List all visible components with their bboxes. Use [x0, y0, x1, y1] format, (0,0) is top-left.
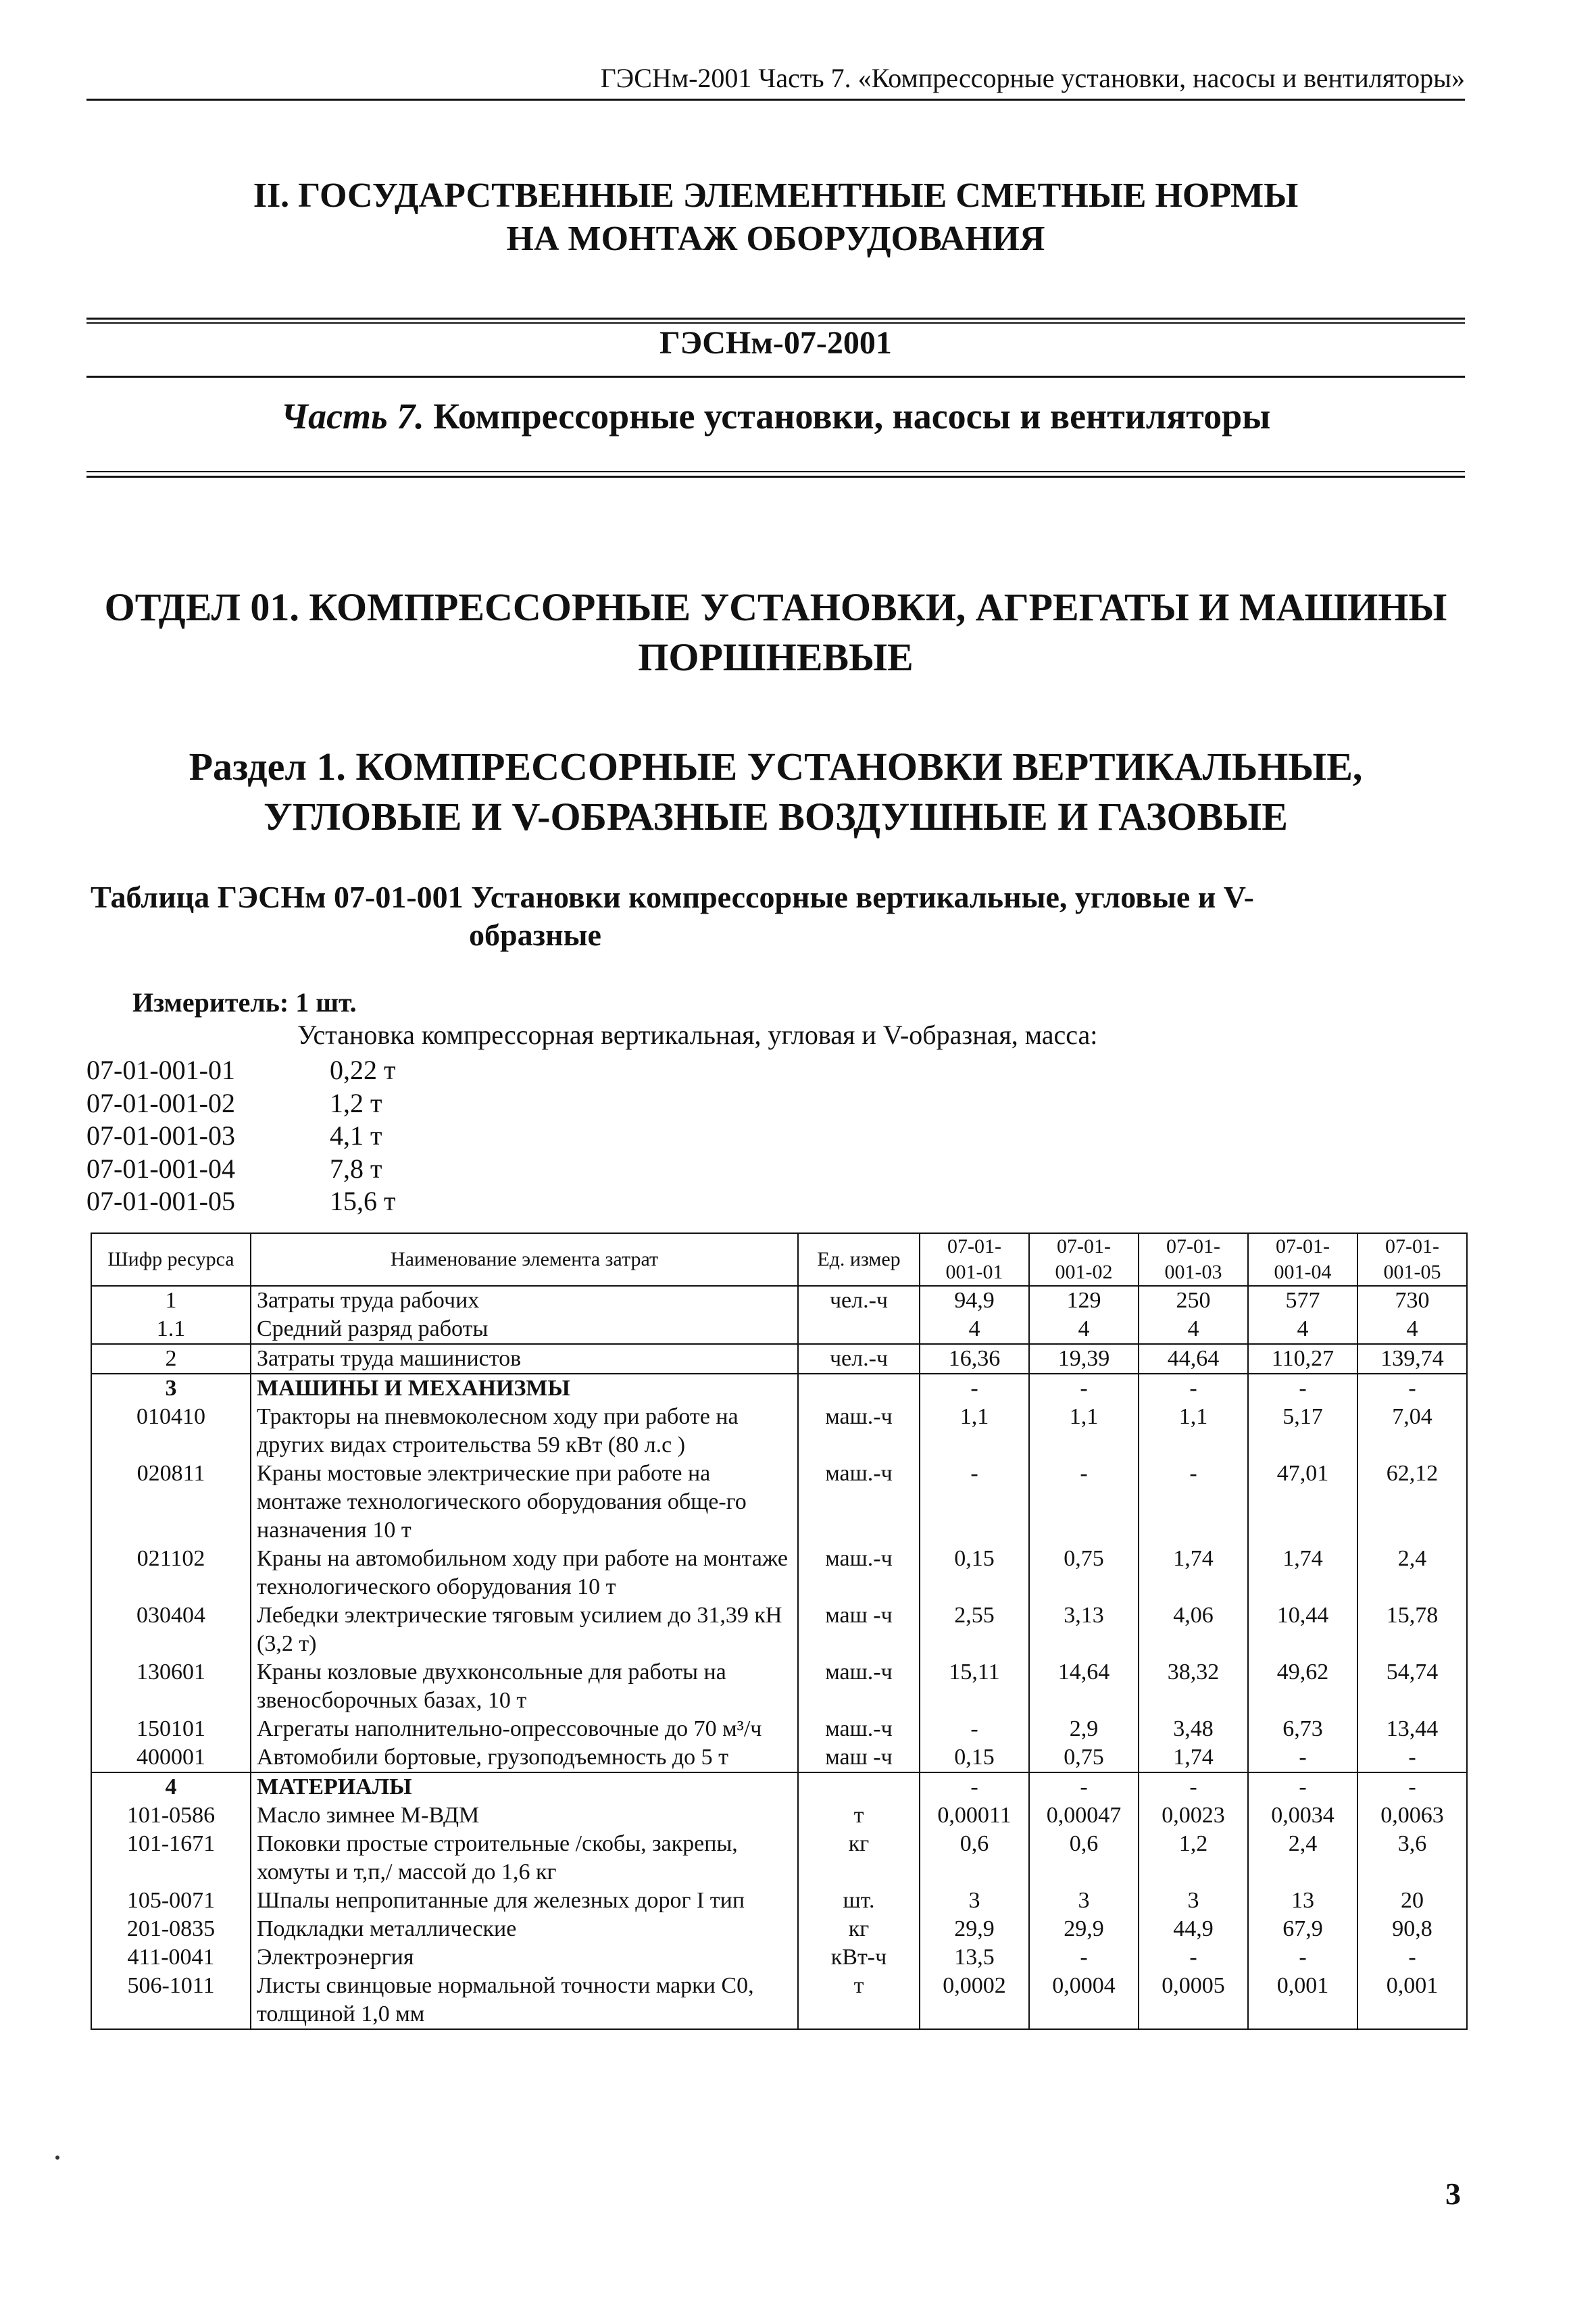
cell-value: 10,44 — [1248, 1601, 1357, 1658]
cell-unit: маш -ч — [798, 1743, 920, 1772]
cell-value: 62,12 — [1357, 1460, 1467, 1545]
cell-code: 020811 — [91, 1460, 251, 1545]
cell-value: 14,64 — [1029, 1658, 1139, 1715]
table-row — [91, 1403, 1467, 1460]
cell-name: Листы свинцовые нормальной точности марки С0, толщиной 1,0 мм — [251, 1972, 798, 2029]
cell-name: Подкладки металлические — [251, 1915, 798, 1943]
table-title — [91, 878, 1395, 954]
cell-value: - — [1029, 1943, 1139, 1972]
table-row — [91, 1743, 1467, 1772]
cell-name: Затраты труда рабочих — [251, 1286, 798, 1315]
table-title-line-2: образные — [469, 918, 601, 952]
cell-value: 0,75 — [1029, 1743, 1139, 1772]
norm-code-item — [86, 1087, 395, 1120]
cell-value: - — [1357, 1374, 1467, 1403]
page-number: 3 — [1445, 2176, 1461, 2211]
cell-value: 0,0063 — [1357, 1801, 1467, 1830]
main-title — [86, 174, 1465, 261]
cell-value: - — [1248, 1374, 1357, 1403]
cell-code: 150101 — [91, 1715, 251, 1743]
cell-unit: кВт-ч — [798, 1943, 920, 1972]
cell-value: 3,13 — [1029, 1601, 1139, 1658]
cell-value: 4 — [1029, 1315, 1139, 1344]
norm-code: 07-01-001-04 — [86, 1153, 235, 1184]
table-row — [91, 1344, 1467, 1374]
cell-unit: кг — [798, 1915, 920, 1943]
header-col-5: 07-01- 001-05 — [1357, 1233, 1467, 1286]
cell-value: 15,78 — [1357, 1601, 1467, 1658]
cell-unit: маш.-ч — [798, 1403, 920, 1460]
cell-value: 4 — [1248, 1315, 1357, 1344]
norm-code: 07-01-001-02 — [86, 1087, 235, 1118]
table-row — [91, 1286, 1467, 1315]
cell-value: 4 — [1139, 1315, 1248, 1344]
cell-value: 47,01 — [1248, 1460, 1357, 1545]
cell-code: 2 — [91, 1344, 251, 1374]
norm-mass: 0,22 т — [330, 1055, 396, 1085]
cell-value: 13,44 — [1357, 1715, 1467, 1743]
cell-name: Затраты труда машинистов — [251, 1344, 798, 1374]
cell-value: - — [1029, 1772, 1139, 1801]
table-row — [91, 1460, 1467, 1545]
cell-value: 1,74 — [1139, 1743, 1248, 1772]
cell-value: 38,32 — [1139, 1658, 1248, 1715]
cell-value: 2,4 — [1248, 1830, 1357, 1887]
cell-value: 250 — [1139, 1286, 1248, 1315]
cell-unit: чел.-ч — [798, 1344, 920, 1374]
cell-value: - — [1248, 1943, 1357, 1972]
cell-value: 4,06 — [1139, 1601, 1248, 1658]
norm-code-list — [86, 1054, 395, 1218]
cell-code: 3 — [91, 1374, 251, 1403]
cell-value: 0,75 — [1029, 1545, 1139, 1601]
header-col-4: 07-01- 001-04 — [1248, 1233, 1357, 1286]
cell-value: 577 — [1248, 1286, 1357, 1315]
cell-unit — [798, 1315, 920, 1344]
cell-value: - — [1357, 1943, 1467, 1972]
cell-code: 1 — [91, 1286, 251, 1315]
cell-unit — [798, 1772, 920, 1801]
table-title-line-1: Таблица ГЭСНм 07-01-001 Установки компрессорные вертикальные, угловые и V- — [91, 880, 1254, 914]
department-title — [86, 582, 1465, 682]
installation-description: Установка компрессорная вертикальная, угловая и V-образная, масса: — [297, 1020, 1098, 1050]
cell-value: - — [1248, 1772, 1357, 1801]
cell-name: МАШИНЫ И МЕХАНИЗМЫ — [251, 1374, 798, 1403]
cell-value: 3 — [1029, 1887, 1139, 1915]
cell-name: Агрегаты наполнительно-опрессовочные до 70 м³/ч — [251, 1715, 798, 1743]
code-title: ГЭСНм-07-2001 — [659, 325, 892, 361]
table-row — [91, 1943, 1467, 1972]
cell-value: - — [1029, 1374, 1139, 1403]
cell-value: 2,55 — [920, 1601, 1029, 1658]
norm-mass: 15,6 т — [330, 1186, 396, 1216]
cell-value: 5,17 — [1248, 1403, 1357, 1460]
cell-value: 44,9 — [1139, 1915, 1248, 1943]
norm-mass: 4,1 т — [330, 1120, 382, 1151]
cell-value: 0,0005 — [1139, 1972, 1248, 2029]
norm-code: 07-01-001-01 — [86, 1055, 235, 1085]
cell-value: 3,48 — [1139, 1715, 1248, 1743]
cell-value: 67,9 — [1248, 1915, 1357, 1943]
department-line-2: ПОРШНЕВЫЕ — [638, 635, 914, 679]
cell-code: 101-1671 — [91, 1830, 251, 1887]
norm-code: 07-01-001-05 — [86, 1186, 235, 1216]
running-header: ГЭСНм-2001 Часть 7. «Компрессорные установки, насосы и вентиляторы» — [600, 63, 1465, 93]
scan-speck — [55, 2156, 59, 2160]
cell-value: 129 — [1029, 1286, 1139, 1315]
cell-value: - — [920, 1374, 1029, 1403]
table-row — [91, 1801, 1467, 1830]
cell-value: 0,0002 — [920, 1972, 1029, 2029]
cell-value: 0,00047 — [1029, 1801, 1139, 1830]
cell-value: - — [1139, 1460, 1248, 1545]
header-col-1: 07-01- 001-01 — [920, 1233, 1029, 1286]
cell-code: 400001 — [91, 1743, 251, 1772]
cell-value: 7,04 — [1357, 1403, 1467, 1460]
measure-unit: Измеритель: 1 шт. — [132, 987, 357, 1018]
norm-code-item — [86, 1120, 395, 1153]
norm-code: 07-01-001-03 — [86, 1120, 235, 1151]
cell-code: 105-0071 — [91, 1887, 251, 1915]
cell-value: 1,74 — [1139, 1545, 1248, 1601]
header-rule — [86, 99, 1465, 101]
cell-code: 4 — [91, 1772, 251, 1801]
main-title-line-1: II. ГОСУДАРСТВЕННЫЕ ЭЛЕМЕНТНЫЕ СМЕТНЫЕ НОРМЫ — [253, 176, 1299, 215]
cell-value: 3 — [1139, 1887, 1248, 1915]
cell-unit: маш.-ч — [798, 1460, 920, 1545]
cell-code: 030404 — [91, 1601, 251, 1658]
cell-value: 0,6 — [920, 1830, 1029, 1887]
header-name: Наименование элемента затрат — [251, 1233, 798, 1286]
cell-value: 1,2 — [1139, 1830, 1248, 1887]
cell-unit: маш.-ч — [798, 1545, 920, 1601]
code-rule-top — [86, 318, 1465, 320]
cell-value: - — [1029, 1460, 1139, 1545]
cell-value: 0,0004 — [1029, 1972, 1139, 2029]
cell-name: Автомобили бортовые, грузоподъемность до 5 т — [251, 1743, 798, 1772]
part-rule-1 — [86, 471, 1465, 472]
cell-name: МАТЕРИАЛЫ — [251, 1772, 798, 1801]
cell-name: Тракторы на пневмоколесном ходу при работе на других видах строительства 59 кВт (80 л.с ) — [251, 1403, 798, 1460]
cell-value: 13,5 — [920, 1943, 1029, 1972]
part-name: Компрессорные установки, насосы и вентиляторы — [424, 396, 1271, 437]
table-row — [91, 1601, 1467, 1658]
cell-code: 130601 — [91, 1658, 251, 1715]
cell-code: 201-0835 — [91, 1915, 251, 1943]
table-row — [91, 1658, 1467, 1715]
cell-unit: маш.-ч — [798, 1715, 920, 1743]
cell-value: 0,0034 — [1248, 1801, 1357, 1830]
cell-value: 19,39 — [1029, 1344, 1139, 1374]
cell-value: 0,001 — [1357, 1972, 1467, 2029]
norm-mass: 1,2 т — [330, 1087, 382, 1118]
cell-value: 0,15 — [920, 1743, 1029, 1772]
norm-code-item — [86, 1185, 395, 1218]
cell-value: - — [1357, 1743, 1467, 1772]
cell-value: 1,1 — [920, 1403, 1029, 1460]
cell-value: 3 — [920, 1887, 1029, 1915]
table-header-row — [91, 1233, 1467, 1286]
cell-value: 2,4 — [1357, 1545, 1467, 1601]
cell-value: 20 — [1357, 1887, 1467, 1915]
cell-value: 94,9 — [920, 1286, 1029, 1315]
cell-value: 730 — [1357, 1286, 1467, 1315]
cell-value: - — [1139, 1943, 1248, 1972]
cell-unit: кг — [798, 1830, 920, 1887]
norm-code-item — [86, 1054, 395, 1087]
cell-value: 29,9 — [1029, 1915, 1139, 1943]
main-title-line-2: НА МОНТАЖ ОБОРУДОВАНИЯ — [506, 220, 1045, 258]
cell-value: 0,0023 — [1139, 1801, 1248, 1830]
cell-name: Электроэнергия — [251, 1943, 798, 1972]
cell-value: - — [1248, 1743, 1357, 1772]
cell-name: Шпалы непропитанные для железных дорог I тип — [251, 1887, 798, 1915]
table-row — [91, 1545, 1467, 1601]
table-row — [91, 1772, 1467, 1801]
header-col-2: 07-01- 001-02 — [1029, 1233, 1139, 1286]
cell-value: 90,8 — [1357, 1915, 1467, 1943]
cell-value: 0,15 — [920, 1545, 1029, 1601]
cell-code: 506-1011 — [91, 1972, 251, 2029]
norm-code-item — [86, 1153, 395, 1186]
cell-unit: маш -ч — [798, 1601, 920, 1658]
cell-value: 2,9 — [1029, 1715, 1139, 1743]
header-unit: Ед. измер — [798, 1233, 920, 1286]
cell-value: 49,62 — [1248, 1658, 1357, 1715]
cell-name: Средний разряд работы — [251, 1315, 798, 1344]
cell-name: Краны мостовые электрические при работе на монтаже технологического оборудования обще-го назначения 10 т — [251, 1460, 798, 1545]
cell-value: 1,74 — [1248, 1545, 1357, 1601]
cell-code: 411-0041 — [91, 1943, 251, 1972]
cell-name: Краны козловые двухконсольные для работы на звеносборочных базах, 10 т — [251, 1658, 798, 1715]
cell-value: 15,11 — [920, 1658, 1029, 1715]
part-title — [86, 395, 1465, 437]
cell-unit: т — [798, 1972, 920, 2029]
cell-code: 021102 — [91, 1545, 251, 1601]
cell-value: 4 — [1357, 1315, 1467, 1344]
section-line-2: УГЛОВЫЕ И V-ОБРАЗНЫЕ ВОЗДУШНЫЕ И ГАЗОВЫЕ — [264, 795, 1288, 839]
cell-unit: т — [798, 1801, 920, 1830]
cell-value: 4 — [920, 1315, 1029, 1344]
cell-name: Лебедки электрические тяговым усилием до 31,39 кН (3,2 т) — [251, 1601, 798, 1658]
cell-value: 16,36 — [920, 1344, 1029, 1374]
table-row — [91, 1315, 1467, 1344]
part-rule-2 — [86, 476, 1465, 478]
cell-value: - — [1357, 1772, 1467, 1801]
table-row — [91, 1972, 1467, 2029]
cell-code: 1.1 — [91, 1315, 251, 1344]
cell-value: 29,9 — [920, 1915, 1029, 1943]
section-title — [86, 742, 1465, 842]
cell-unit — [798, 1374, 920, 1403]
cell-name: Масло зимнее М-ВДМ — [251, 1801, 798, 1830]
header-code: Шифр ресурса — [91, 1233, 251, 1286]
cell-value: 3,6 — [1357, 1830, 1467, 1887]
department-line-1: ОТДЕЛ 01. КОМПРЕССОРНЫЕ УСТАНОВКИ, АГРЕГАТЫ И МАШИНЫ — [104, 585, 1447, 629]
cell-code: 010410 — [91, 1403, 251, 1460]
cell-unit: маш.-ч — [798, 1658, 920, 1715]
cell-value: - — [1139, 1772, 1248, 1801]
cell-value: 44,64 — [1139, 1344, 1248, 1374]
cell-value: 1,1 — [1029, 1403, 1139, 1460]
cell-value: 13 — [1248, 1887, 1357, 1915]
cell-value: 0,6 — [1029, 1830, 1139, 1887]
part-label: Часть 7. — [280, 396, 424, 437]
cell-name: Поковки простые строительные /скобы, закрепы, хомуты и т,п,/ массой до 1,6 кг — [251, 1830, 798, 1887]
cell-value: 0,001 — [1248, 1972, 1357, 2029]
norm-mass: 7,8 т — [330, 1153, 382, 1184]
cell-value: - — [920, 1715, 1029, 1743]
table-row — [91, 1887, 1467, 1915]
cell-unit: шт. — [798, 1887, 920, 1915]
cell-code: 101-0586 — [91, 1801, 251, 1830]
table-row — [91, 1830, 1467, 1887]
cell-value: - — [920, 1460, 1029, 1545]
cell-value: 54,74 — [1357, 1658, 1467, 1715]
code-rule-bottom — [86, 376, 1465, 378]
cell-value: - — [1139, 1374, 1248, 1403]
code-rule-top-2 — [86, 322, 1465, 324]
cell-value: 1,1 — [1139, 1403, 1248, 1460]
cell-value: 110,27 — [1248, 1344, 1357, 1374]
cell-value: 6,73 — [1248, 1715, 1357, 1743]
cell-unit: чел.-ч — [798, 1286, 920, 1315]
cell-value: - — [920, 1772, 1029, 1801]
header-col-3: 07-01- 001-03 — [1139, 1233, 1248, 1286]
section-line-1: Раздел 1. КОМПРЕССОРНЫЕ УСТАНОВКИ ВЕРТИКАЛЬНЫЕ, — [189, 745, 1363, 789]
cell-name: Краны на автомобильном ходу при работе на монтаже технологического оборудования 10 т — [251, 1545, 798, 1601]
cell-value: 0,00011 — [920, 1801, 1029, 1830]
table-row — [91, 1915, 1467, 1943]
table-row — [91, 1374, 1467, 1403]
cell-value: 139,74 — [1357, 1344, 1467, 1374]
table-row — [91, 1715, 1467, 1743]
norm-table — [91, 1233, 1468, 2030]
